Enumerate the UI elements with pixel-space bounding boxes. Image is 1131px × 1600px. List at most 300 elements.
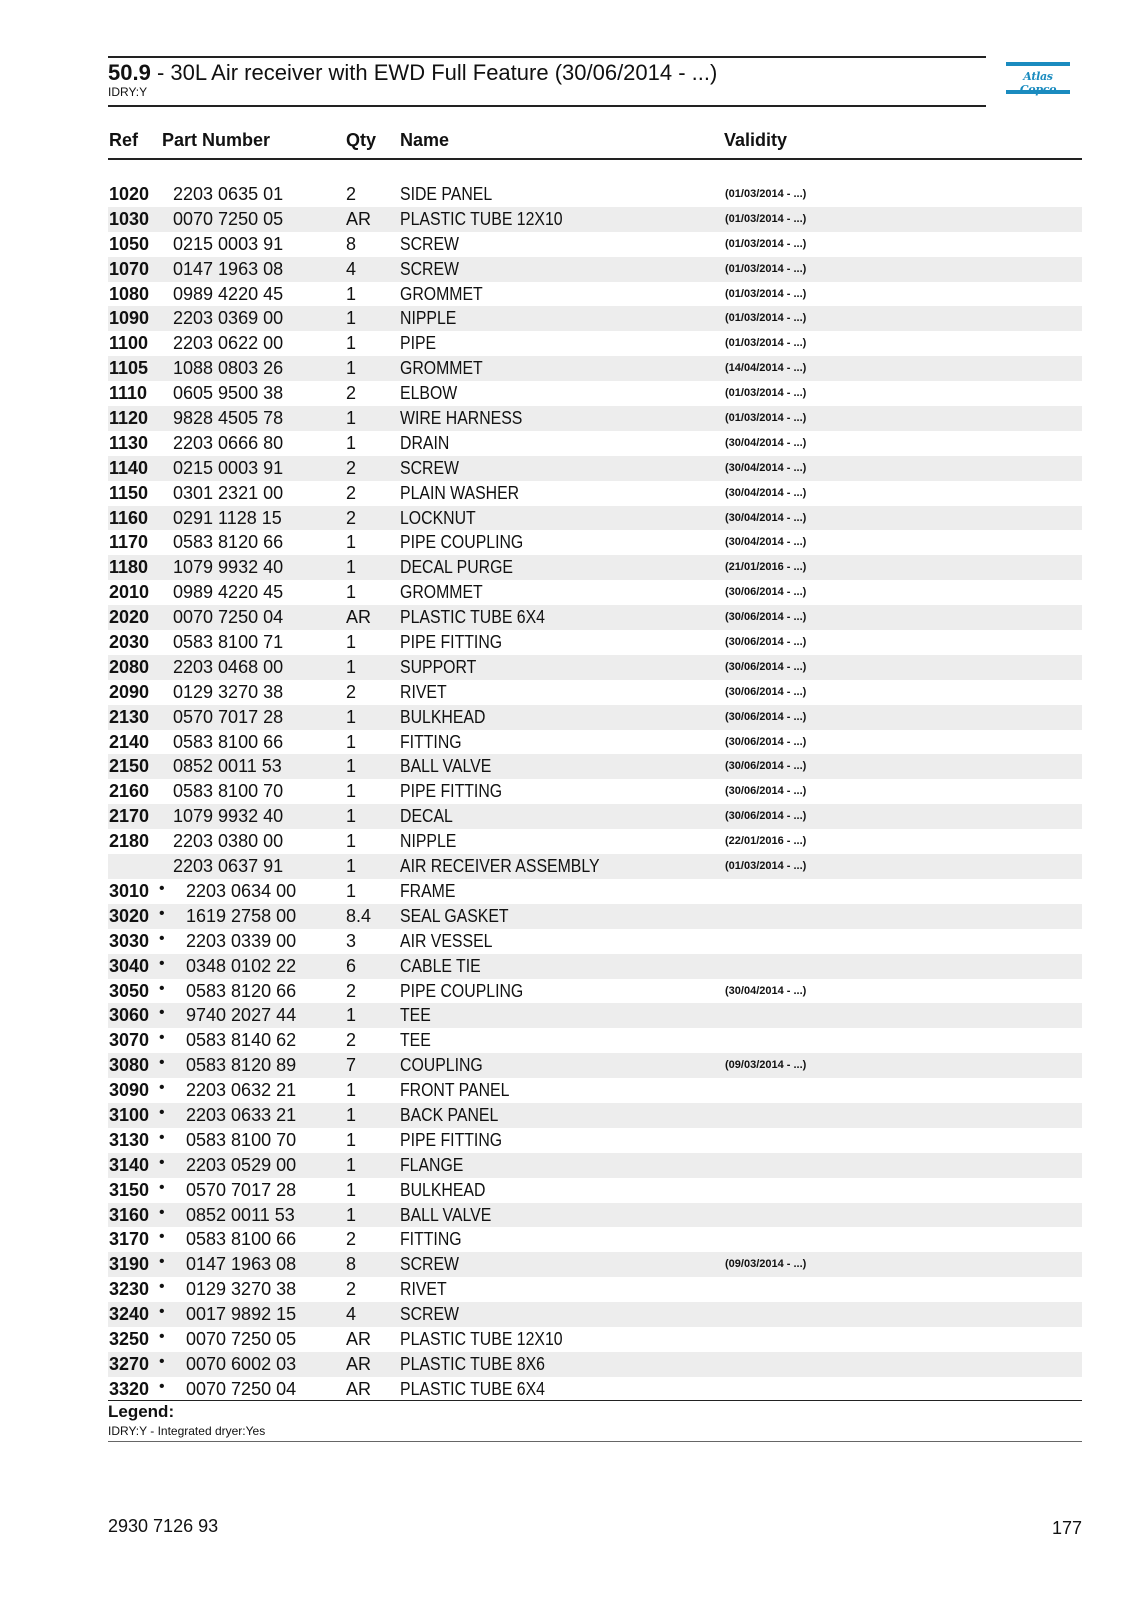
brand-logo: [1006, 62, 1070, 96]
row-ref: 1100: [109, 333, 149, 354]
row-qty: 1: [346, 706, 357, 727]
row-qty: 1: [346, 1179, 357, 1200]
row-name: RIVET: [400, 681, 447, 702]
page-number: 177: [1051, 1518, 1082, 1538]
row-name: DECAL: [400, 806, 453, 827]
row-bullet: •: [159, 1228, 165, 1246]
row-validity: (30/06/2014 - ...): [725, 710, 807, 723]
table-row: [108, 929, 1082, 954]
row-ref: 3150: [109, 1179, 150, 1200]
row-name: FRAME: [400, 880, 456, 901]
table-row: [108, 1178, 1082, 1203]
column-header-validity: Validity: [724, 130, 788, 150]
column-header-name: Name: [400, 130, 450, 150]
section-title: - 30L Air receiver with EWD Full Feature (30/06/2014 - ...): [150, 60, 718, 85]
row-name: BALL VALVE: [400, 1204, 492, 1225]
row-ref: 3020: [109, 905, 150, 926]
row-name: PIPE FITTING: [400, 781, 503, 802]
table-row: [108, 506, 1082, 531]
row-part-number: 0852 0011 53: [186, 1204, 295, 1225]
row-name: PIPE COUPLING: [400, 980, 524, 1001]
row-part-number: 2203 0632 21: [186, 1080, 297, 1101]
row-part-number: 0215 0003 91: [173, 233, 284, 254]
row-validity: (30/06/2014 - ...): [725, 735, 807, 748]
row-part-number: 0070 7250 04: [186, 1378, 297, 1399]
table-row: [108, 730, 1082, 755]
row-validity: (30/04/2014 - ...): [725, 486, 807, 499]
row-name: NIPPLE: [400, 831, 457, 852]
row-qty: 2: [346, 1030, 357, 1051]
row-ref: 1070: [109, 258, 150, 279]
table-row: [108, 829, 1082, 854]
row-part-number: 0215 0003 91: [173, 457, 284, 478]
row-ref: 2140: [109, 731, 150, 752]
row-name: GROMMET: [400, 582, 483, 603]
row-name: PIPE FITTING: [400, 1129, 503, 1150]
row-part-number: 2203 0339 00: [186, 930, 297, 951]
header-divider: [108, 158, 1082, 160]
table-row: [108, 879, 1082, 904]
table-row: [108, 1128, 1082, 1153]
row-ref: 2010: [109, 582, 150, 603]
row-part-number: 0852 0011 53: [173, 756, 282, 777]
row-qty: 2: [346, 482, 357, 503]
row-name: PLASTIC TUBE 12X10: [400, 1328, 563, 1349]
row-ref: 1030: [109, 208, 150, 229]
row-part-number: 0989 4220 45: [173, 283, 284, 304]
row-validity: (30/04/2014 - ...): [725, 511, 807, 524]
table-row: [108, 1153, 1082, 1178]
row-part-number: 0301 2321 00: [173, 482, 284, 503]
row-qty: 2: [346, 980, 357, 1001]
row-ref: 2160: [109, 781, 150, 802]
row-ref: 3080: [109, 1055, 150, 1076]
row-name: PIPE FITTING: [400, 632, 503, 653]
row-bullet: •: [159, 1203, 165, 1221]
row-ref: 1180: [109, 557, 149, 578]
row-part-number: 0583 8100 70: [186, 1129, 297, 1150]
row-name: PLASTIC TUBE 8X6: [400, 1353, 545, 1374]
logo-top-bar: [1006, 62, 1070, 66]
row-name: RIVET: [400, 1279, 447, 1300]
row-part-number: 2203 0369 00: [173, 308, 284, 329]
row-part-number: 0070 7250 05: [186, 1328, 297, 1349]
row-validity: (01/03/2014 - ...): [725, 412, 807, 425]
row-ref: 1080: [109, 283, 150, 304]
table-row: [108, 381, 1082, 406]
table-row: [108, 754, 1082, 779]
row-ref: 1140: [109, 457, 149, 478]
row-part-number: 0129 3270 38: [173, 681, 284, 702]
row-ref: 3270: [109, 1353, 150, 1374]
row-name: BULKHEAD: [400, 706, 486, 727]
row-qty: 1: [346, 557, 357, 578]
document-number: 2930 7126 93: [108, 1516, 219, 1536]
table-row: [108, 1078, 1082, 1103]
row-validity: (30/04/2014 - ...): [725, 536, 807, 549]
row-bullet: •: [159, 1004, 165, 1022]
row-bullet: •: [159, 1128, 165, 1146]
row-name: AIR RECEIVER ASSEMBLY: [400, 856, 600, 877]
table-row: [108, 456, 1082, 481]
row-part-number: 0989 4220 45: [173, 582, 284, 603]
row-name: TEE: [400, 1005, 431, 1026]
row-validity: (21/01/2016 - ...): [725, 561, 807, 574]
row-qty: 1: [346, 1154, 357, 1175]
row-bullet: •: [159, 1278, 165, 1296]
row-validity: (01/03/2014 - ...): [725, 387, 807, 400]
row-ref: 3140: [109, 1154, 150, 1175]
table-row: [108, 1352, 1082, 1377]
table-row: [108, 1327, 1082, 1352]
row-qty: 1: [346, 432, 357, 453]
table-row: [108, 954, 1082, 979]
row-ref: 3130: [109, 1129, 150, 1150]
row-name: SIDE PANEL: [400, 184, 493, 204]
row-validity: (01/03/2014 - ...): [725, 287, 807, 300]
table-row: [108, 257, 1082, 282]
row-bullet: •: [159, 1377, 165, 1395]
row-qty: 1: [346, 731, 357, 752]
row-ref: 2080: [109, 656, 150, 677]
row-part-number: 0583 8140 62: [186, 1030, 297, 1051]
table-row: [108, 232, 1082, 257]
row-qty: 2: [346, 507, 357, 528]
table-row: [108, 804, 1082, 829]
table-row: [108, 406, 1082, 431]
row-ref: 1170: [109, 532, 149, 553]
table-row: [108, 605, 1082, 630]
row-name: WIRE HARNESS: [400, 408, 523, 429]
row-bullet: •: [159, 1103, 165, 1121]
row-qty: 1: [346, 831, 357, 852]
table-row: [108, 207, 1082, 232]
row-ref: 2030: [109, 632, 150, 653]
row-qty: 7: [346, 1055, 357, 1076]
row-ref: 1120: [109, 408, 149, 429]
row-qty: AR: [346, 1353, 372, 1374]
row-ref: 1020: [109, 184, 150, 204]
page-subtitle: IDRY:Y: [108, 85, 148, 99]
row-qty: 6: [346, 955, 357, 976]
row-ref: 3240: [109, 1304, 150, 1325]
row-part-number: 2203 0380 00: [173, 831, 284, 852]
row-validity: (30/06/2014 - ...): [725, 660, 807, 673]
row-qty: 1: [346, 532, 357, 553]
table-row: [108, 779, 1082, 804]
row-qty: AR: [346, 1328, 372, 1349]
row-qty: 2: [346, 1229, 357, 1250]
row-name: PLASTIC TUBE 6X4: [400, 607, 545, 628]
table-row: [108, 979, 1082, 1004]
table-row: [108, 1028, 1082, 1053]
row-bullet: •: [159, 879, 165, 897]
table-row: [108, 555, 1082, 580]
row-part-number: 0291 1128 15: [173, 507, 282, 528]
table-row: [108, 1053, 1082, 1078]
row-name: ELBOW: [400, 383, 458, 404]
row-part-number: 0017 9892 15: [186, 1304, 297, 1325]
row-qty: 1: [346, 1104, 357, 1125]
row-ref: 1105: [109, 358, 149, 379]
row-name: AIR VESSEL: [400, 930, 493, 951]
row-validity: (30/06/2014 - ...): [725, 785, 807, 798]
row-ref: 1050: [109, 233, 150, 254]
row-qty: AR: [346, 208, 372, 229]
row-qty: 1: [346, 1005, 357, 1026]
row-part-number: 2203 0666 80: [173, 432, 284, 453]
column-header-part-number: Part Number: [162, 130, 271, 150]
row-bullet: •: [159, 1352, 165, 1370]
row-name: BULKHEAD: [400, 1179, 486, 1200]
row-qty: 4: [346, 1304, 357, 1325]
row-name: SEAL GASKET: [400, 905, 509, 926]
logo-text: Atlas: [1023, 70, 1053, 83]
row-name: GROMMET: [400, 358, 483, 379]
table-row: [108, 1302, 1082, 1327]
table-row: [108, 1377, 1082, 1402]
row-qty: 1: [346, 308, 357, 329]
row-part-number: 0583 8120 66: [186, 980, 297, 1001]
row-part-number: 0070 6002 03: [186, 1353, 297, 1374]
row-ref: 1160: [109, 507, 149, 528]
row-ref: 1130: [109, 432, 149, 453]
row-part-number: 0583 8100 70: [173, 781, 284, 802]
row-qty: 2: [346, 184, 357, 204]
row-validity: (30/04/2014 - ...): [725, 984, 807, 997]
column-header-ref: Ref: [109, 130, 139, 150]
row-ref: 3160: [109, 1204, 150, 1225]
row-name: TEE: [400, 1030, 431, 1051]
legend-title: Legend:: [108, 1402, 175, 1421]
row-ref: 2170: [109, 806, 150, 827]
row-part-number: 2203 0468 00: [173, 656, 284, 677]
row-ref: 2020: [109, 607, 150, 628]
row-name: BALL VALVE: [400, 756, 492, 777]
row-ref: 3060: [109, 1005, 150, 1026]
row-validity: (01/03/2014 - ...): [725, 337, 807, 350]
row-name: LOCKNUT: [400, 507, 476, 528]
row-ref: 1110: [109, 383, 148, 404]
row-part-number: 9828 4505 78: [173, 408, 284, 429]
row-bullet: •: [159, 1054, 165, 1072]
row-name: PIPE: [400, 333, 437, 354]
row-validity: (01/03/2014 - ...): [725, 860, 807, 873]
row-name: PLAIN WASHER: [400, 482, 520, 503]
row-part-number: 0070 7250 04: [173, 607, 284, 628]
row-name: CABLE TIE: [400, 955, 481, 976]
row-validity: (09/03/2014 - ...): [725, 1258, 807, 1271]
row-qty: 1: [346, 333, 357, 354]
row-ref: 3190: [109, 1254, 150, 1275]
page-title: [108, 60, 717, 86]
table-row: [108, 182, 1082, 207]
row-name: SCREW: [400, 1254, 459, 1275]
table-row: [108, 1003, 1082, 1028]
row-qty: 1: [346, 656, 357, 677]
table-row: [108, 630, 1082, 655]
row-part-number: 0583 8100 66: [186, 1229, 297, 1250]
row-qty: 1: [346, 781, 357, 802]
row-name: SCREW: [400, 457, 459, 478]
row-bullet: •: [159, 1327, 165, 1345]
row-part-number: 9740 2027 44: [186, 1005, 297, 1026]
row-ref: 3030: [109, 930, 150, 951]
row-ref: 1090: [109, 308, 150, 329]
row-name: SCREW: [400, 258, 459, 279]
row-validity: (09/03/2014 - ...): [725, 1059, 807, 1072]
row-ref: 3170: [109, 1229, 150, 1250]
row-qty: 1: [346, 1204, 357, 1225]
row-name: COUPLING: [400, 1055, 483, 1076]
row-validity: (14/04/2014 - ...): [725, 362, 807, 375]
row-part-number: 0147 1963 08: [186, 1254, 297, 1275]
row-ref: 2130: [109, 706, 150, 727]
row-validity: (01/03/2014 - ...): [725, 237, 807, 250]
row-name: PLASTIC TUBE 6X4: [400, 1378, 545, 1399]
row-name: FRONT PANEL: [400, 1080, 510, 1101]
row-part-number: 2203 0637 91: [173, 856, 284, 877]
row-validity: (30/04/2014 - ...): [725, 436, 807, 449]
row-name: SUPPORT: [400, 656, 477, 677]
row-name: GROMMET: [400, 283, 483, 304]
row-bullet: •: [159, 1253, 165, 1271]
table-row: [108, 680, 1082, 705]
row-bullet: •: [159, 954, 165, 972]
row-qty: 2: [346, 681, 357, 702]
row-name: DRAIN: [400, 432, 450, 453]
row-qty: 1: [346, 756, 357, 777]
row-validity: (30/06/2014 - ...): [725, 760, 807, 773]
row-part-number: 2203 0529 00: [186, 1154, 297, 1175]
row-ref: 3320: [109, 1378, 150, 1399]
row-part-number: 0570 7017 28: [186, 1179, 297, 1200]
table-row: [108, 282, 1082, 307]
legend-bottom-divider: [108, 1441, 1082, 1442]
row-qty: 1: [346, 358, 357, 379]
row-bullet: •: [159, 904, 165, 922]
row-ref: 3040: [109, 955, 150, 976]
row-qty: 1: [346, 408, 357, 429]
row-part-number: 0147 1963 08: [173, 258, 284, 279]
row-qty: 1: [346, 1129, 357, 1150]
row-part-number: 0605 9500 38: [173, 383, 284, 404]
row-name: PLASTIC TUBE 12X10: [400, 208, 563, 229]
row-part-number: 0583 8100 66: [173, 731, 284, 752]
row-bullet: •: [159, 1029, 165, 1047]
row-qty: 1: [346, 880, 357, 901]
row-part-number: 2203 0622 00: [173, 333, 284, 354]
row-validity: (30/06/2014 - ...): [725, 636, 807, 649]
row-ref: 2180: [109, 831, 150, 852]
table-row: [108, 1203, 1082, 1228]
table-row: [108, 904, 1082, 929]
row-part-number: 2203 0634 00: [186, 880, 297, 901]
row-part-number: 0070 7250 05: [173, 208, 284, 229]
row-bullet: •: [159, 979, 165, 997]
table-row: [108, 580, 1082, 605]
row-part-number: 0570 7017 28: [173, 706, 284, 727]
row-name: PIPE COUPLING: [400, 532, 524, 553]
logo-bottom-bar: [1006, 90, 1070, 94]
row-validity: (30/06/2014 - ...): [725, 586, 807, 599]
row-validity: (01/03/2014 - ...): [725, 188, 807, 200]
table-row: [108, 854, 1082, 879]
legend-divider: [108, 1400, 1082, 1401]
row-ref: 3250: [109, 1328, 150, 1349]
row-validity: (01/03/2014 - ...): [725, 262, 807, 275]
row-validity: (30/06/2014 - ...): [725, 611, 807, 624]
row-qty: 2: [346, 457, 357, 478]
row-qty: 1: [346, 856, 357, 877]
row-ref: 3010: [109, 880, 150, 901]
row-qty: 2: [346, 383, 357, 404]
row-part-number: 1079 9932 40: [173, 806, 284, 827]
parts-table: [108, 182, 1082, 1402]
legend-text: IDRY:Y - Integrated dryer:Yes: [108, 1424, 266, 1438]
row-ref: 3100: [109, 1104, 150, 1125]
table-row: [108, 1277, 1082, 1302]
row-bullet: •: [159, 1303, 165, 1321]
row-ref: 2090: [109, 681, 150, 702]
table-row: [108, 431, 1082, 456]
row-qty: 2: [346, 1279, 357, 1300]
row-qty: 1: [346, 806, 357, 827]
row-part-number: 0583 8120 89: [186, 1055, 297, 1076]
section-number: 50.9: [108, 60, 151, 85]
row-qty: AR: [346, 607, 372, 628]
row-validity: (30/04/2014 - ...): [725, 461, 807, 474]
row-bullet: •: [159, 1153, 165, 1171]
row-name: BACK PANEL: [400, 1104, 499, 1125]
row-bullet: •: [159, 1079, 165, 1097]
row-name: DECAL PURGE: [400, 557, 513, 578]
row-validity: (30/06/2014 - ...): [725, 685, 807, 698]
row-name: NIPPLE: [400, 308, 457, 329]
row-part-number: 1619 2758 00: [186, 905, 297, 926]
row-name: SCREW: [400, 233, 459, 254]
row-ref: 3050: [109, 980, 150, 1001]
row-qty: 3: [346, 930, 357, 951]
row-name: FLANGE: [400, 1154, 464, 1175]
row-part-number: 0583 8100 71: [173, 632, 284, 653]
row-validity: (22/01/2016 - ...): [725, 835, 807, 848]
table-row: [108, 331, 1082, 356]
row-qty: 1: [346, 1080, 357, 1101]
column-header-qty: Qty: [346, 130, 377, 150]
table-row: [108, 655, 1082, 680]
row-bullet: •: [159, 1178, 165, 1196]
table-row: [108, 705, 1082, 730]
table-row: [108, 356, 1082, 381]
row-part-number: 2203 0635 01: [173, 184, 284, 204]
row-ref: 3230: [109, 1279, 150, 1300]
row-validity: (30/06/2014 - ...): [725, 810, 807, 823]
row-part-number: 1088 0803 26: [173, 358, 284, 379]
table-row: [108, 481, 1082, 506]
row-part-number: 0129 3270 38: [186, 1279, 297, 1300]
row-part-number: 0348 0102 22: [186, 955, 297, 976]
table-row: [108, 306, 1082, 331]
row-bullet: •: [159, 929, 165, 947]
row-ref: 2150: [109, 756, 150, 777]
row-validity: (01/03/2014 - ...): [725, 312, 807, 325]
row-qty: 4: [346, 258, 357, 279]
page-header: [108, 56, 986, 107]
row-name: SCREW: [400, 1304, 459, 1325]
row-qty: 1: [346, 582, 357, 603]
table-row: [108, 1103, 1082, 1128]
